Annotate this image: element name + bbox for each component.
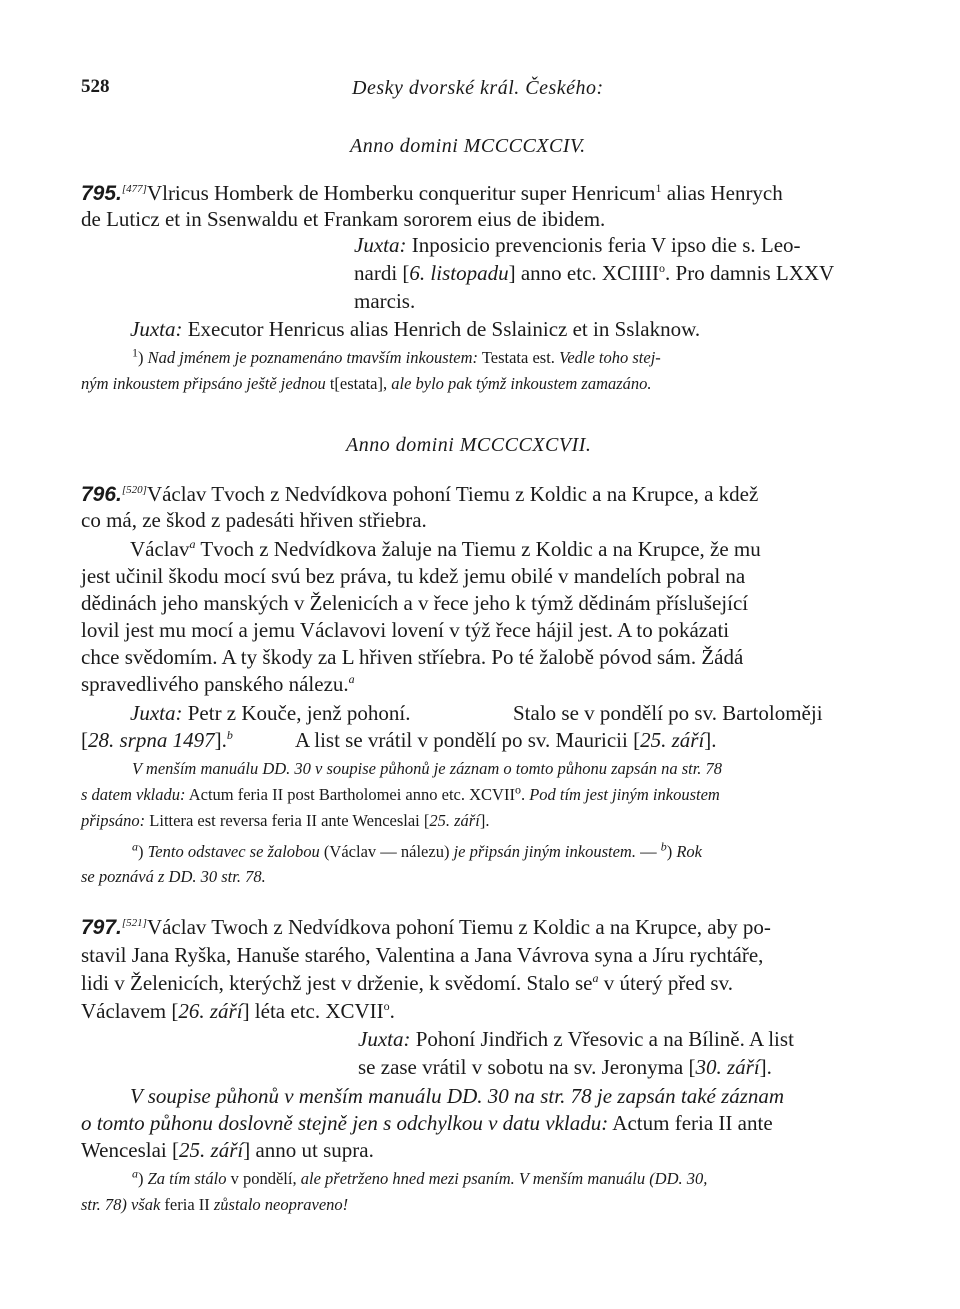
juxta-note: Juxta: Inposicio prevencionis feria V ipso die s. Leo- [354, 233, 801, 257]
entry-795-line: de Luticz et in Ssenwaldu et Frankam sororem eius de ibidem. [81, 207, 606, 231]
editorial-note: připsáno: Littera est reversa feria II ante Wenceslai [25. září]. [81, 811, 490, 830]
running-title: Desky dvorské král. Českého: [352, 77, 604, 99]
juxta-note: Juxta: Executor Henricus alias Henrich de Sslainicz et in Sslaknow. [130, 317, 701, 341]
entry-797-line: Václavem [26. září] léta etc. XCVII$^o$. [81, 999, 395, 1023]
editorial-note: Wenceslai [25. září] anno ut supra. [81, 1138, 374, 1162]
juxta-note: se zase vrátil v sobotu na sv. Jeronyma [30. září]. [358, 1055, 772, 1079]
editorial-note: V soupise půhonů v menším manuálu DD. 30 na str. 78 je zapsán také záznam [130, 1084, 785, 1108]
page-number: 528 [81, 76, 110, 97]
footnote: $^a$) Za tím stálo v pondělí, ale přetrženo hned mezi psaním. V menším manuálu (DD. 30, [132, 1166, 708, 1188]
entry-796-line: chce svědomím. A ty škody za L hřiven stříebra. Po té žalobě póvod sám. Žádá [81, 645, 744, 669]
entry-796-line: Václav$^a$ Tvoch z Nedvídkova žaluje na Tiemu z Koldic a na Krupce, že mu [130, 537, 761, 561]
juxta-note: Stalo se v pondělí po sv. Bartoloměji [513, 701, 823, 725]
footnote: str. 78) však feria II zůstalo neopraveno! [81, 1195, 349, 1214]
section-year-heading: Anno domini MCCCCXCVII. [346, 434, 592, 456]
footnote: ným inkoustem připsáno ještě jednou t[estata], ale bylo pak týmž inkoustem zamazáno. [81, 374, 652, 393]
entry-796-line: dědinách jeho manských v Želenicích a v řece jeho k týmž dědinám příslušející [81, 591, 749, 615]
entry-796-line: spravedlivého panského nálezu.$^a$ [81, 672, 355, 696]
juxta-note: marcis. [354, 289, 416, 313]
entry-reference: [520] [121, 484, 147, 496]
entry-795-line: 795.[477]Vlricus Homberk de Homberku conqueritur super Henricum$^1$ alias Henrych [81, 181, 783, 205]
entry-797-line: lidi v Želenicích, kterýchž jest v drženie, k svědomí. Stalo $se^a$ v úterý před sv. [81, 971, 733, 995]
juxta-note: A list se vrátil v pondělí po sv. Mauricii [25. září]. [295, 728, 717, 752]
editorial-note: s datem vkladu: Actum feria II post Bartholomei anno etc. XCVII$^o$. Pod tím jest jiným inkoustem [81, 782, 720, 804]
entry-reference: [521] [121, 917, 147, 929]
juxta-note: Juxta: Pohoní Jindřich z Vřesovic a na Bílině. A list [358, 1027, 794, 1051]
footnote: $^1$) Nad jménem je poznamenáno tmavším inkoustem: Testata est. Vedle toho stej- [132, 345, 661, 367]
entry-796-line: 796.[520]Václav Tvoch z Nedvídkova pohoní Tiemu z Koldic a na Krupce, a kdež [81, 482, 759, 506]
juxta-note: Juxta: Petr z Kouče, jenž pohoní. [130, 701, 411, 725]
editorial-note: V menším manuálu DD. 30 v soupise půhonů je záznam o tomto půhonu zapsán na str. 78 [132, 759, 723, 778]
entry-796-line: co má, ze škod z padesáti hřiven střiebra. [81, 508, 427, 532]
entry-797-line: stavil Jana Ryška, Hanuše starého, Valentina a Jana Vávrova syna a Jíru rychtáře, [81, 943, 764, 967]
entry-797-line: 797.[521]Václav Twoch z Nedvídkova pohoní Tiemu z Koldic a na Krupce, aby po- [81, 915, 771, 939]
juxta-note: nardi [6. listopadu] anno etc. XCIIII$^o$. Pro damnis LXXV [354, 261, 835, 285]
editorial-note: o tomto půhonu doslovně stejně jen s odchylkou v datu vkladu: Actum feria II ante [81, 1111, 773, 1135]
footnote: se poznává z DD. 30 str. 78. [81, 867, 266, 886]
juxta-note: [28. srpna 1497].$^b$ [81, 728, 233, 752]
entry-796-line: lovil jest mu mocí a jemu Václavovi lovení v týž řece hájil jest. A to pokázati [81, 618, 730, 642]
footnote: $^a$) Tento odstavec se žalobou (Václav — nálezu) je připsán jiným inkoustem. — $^b$) Rok [132, 839, 702, 861]
entry-number: 795. [81, 182, 122, 205]
entry-796-line: jest učinil škodu mocí svú bez práva, tu kdež jemu obilé v mandelích pobral na [81, 564, 746, 588]
entry-number: 797. [81, 916, 122, 939]
section-year-heading: Anno domini MCCCCXCIV. [350, 135, 586, 157]
entry-reference: [477] [121, 183, 147, 195]
entry-number: 796. [81, 483, 122, 506]
